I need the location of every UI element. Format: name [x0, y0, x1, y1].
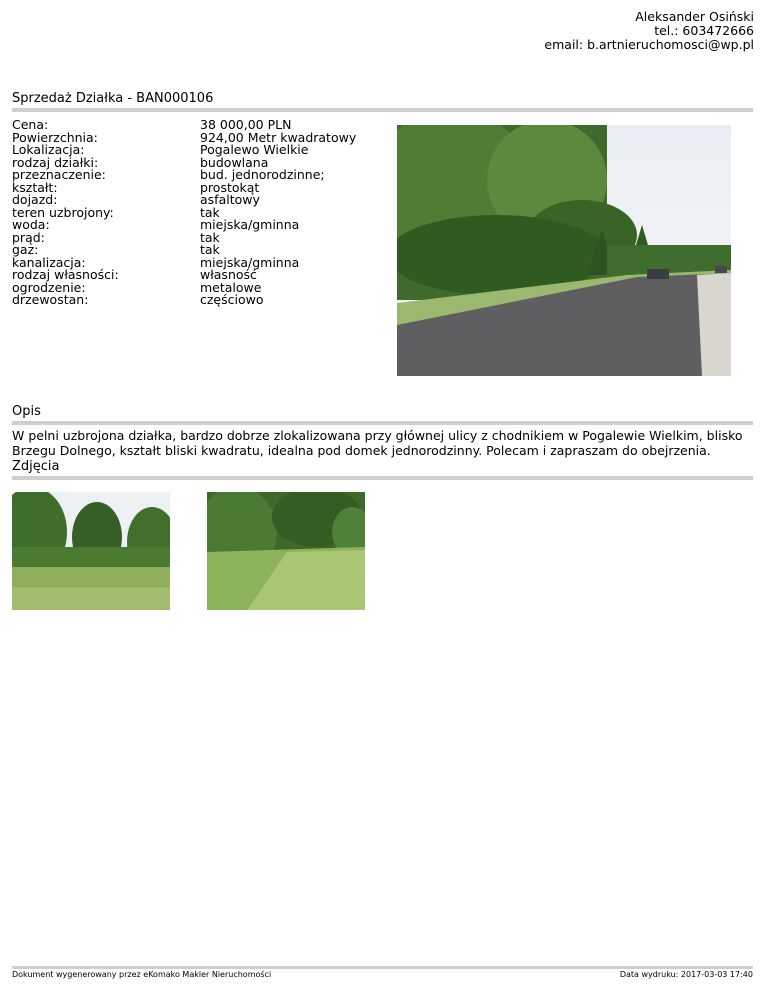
photo-thumbnail-2[interactable] — [207, 492, 365, 610]
detail-value: częściowo — [200, 292, 264, 307]
photos-divider — [12, 476, 753, 480]
details-table — [12, 119, 356, 307]
detail-value: tak — [200, 242, 220, 257]
detail-value: tak — [200, 204, 220, 220]
description-divider — [12, 421, 753, 425]
detail-row — [12, 169, 356, 182]
detail-label: gaz: — [12, 242, 39, 257]
detail-value: bud. jednorodzinne; — [200, 167, 325, 182]
detail-row — [12, 219, 356, 232]
detail-value: własność — [200, 267, 257, 282]
detail-value: prostokąt — [200, 179, 260, 195]
listing-title: Sprzedaż Działka - BAN000106 — [12, 91, 214, 106]
detail-label: rodzaj działki: — [12, 154, 99, 170]
detail-row — [12, 294, 356, 307]
agent-email: email: b.artnieruchomosci@wp.pl — [544, 37, 754, 52]
detail-label: prąd: — [12, 229, 45, 245]
footer-generator: Dokument wygenerowany przez eKomako Makler Nieruchomości — [12, 970, 272, 979]
photos-heading: Zdjęcia — [12, 459, 60, 474]
detail-label: rodzaj własności: — [12, 267, 119, 282]
main-photo — [397, 125, 731, 376]
detail-value: tak — [200, 229, 220, 245]
title-divider — [12, 108, 753, 112]
description-heading: Opis — [12, 404, 41, 419]
detail-value: Pogalewo Wielkie — [200, 142, 309, 157]
detail-label: ogrodzenie: — [12, 279, 86, 295]
detail-value: metalowe — [200, 279, 262, 295]
detail-value: 38 000,00 PLN — [200, 117, 292, 132]
detail-value: 924,00 Metr kwadratowy — [200, 129, 357, 145]
detail-label: teren uzbrojony: — [12, 204, 114, 220]
agent-phone: tel.: 603472666 — [654, 23, 754, 38]
detail-row — [12, 204, 356, 220]
detail-label: kanalizacja: — [12, 254, 86, 270]
detail-row — [12, 229, 356, 245]
detail-label: dojazd: — [12, 192, 58, 207]
detail-value: asfaltowy — [200, 192, 260, 207]
detail-label: Lokalizacja: — [12, 142, 85, 157]
description-text: W pelni uzbrojona działka, bardzo dobrze zlokalizowana przy głównej ulicy z chodnikiem w Pogalewie Wielkim, blisko Brzegu Dolnego, kształt bliski kwadratu, idealna pod domek jednorodzinny. Polecam i zapraszam do obejrzenia. — [12, 428, 743, 458]
detail-label: Cena: — [12, 117, 49, 132]
detail-value: budowlana — [200, 154, 269, 170]
detail-label: kształt: — [12, 179, 58, 195]
detail-row — [12, 179, 356, 195]
detail-label: woda: — [12, 217, 50, 232]
photo-thumbnail-1[interactable] — [12, 492, 170, 610]
detail-label: przeznaczenie: — [12, 167, 106, 182]
footer-divider — [12, 966, 753, 969]
detail-label: Powierzchnia: — [12, 129, 98, 145]
detail-value: miejska/gminna — [200, 254, 300, 270]
agent-name: Aleksander Osiński — [635, 9, 754, 24]
footer-print-date: Data wydruku: 2017-03-03 17:40 — [619, 970, 753, 979]
contact-block — [544, 10, 754, 52]
detail-value: miejska/gminna — [200, 217, 300, 232]
detail-label: drzewostan: — [12, 292, 89, 307]
